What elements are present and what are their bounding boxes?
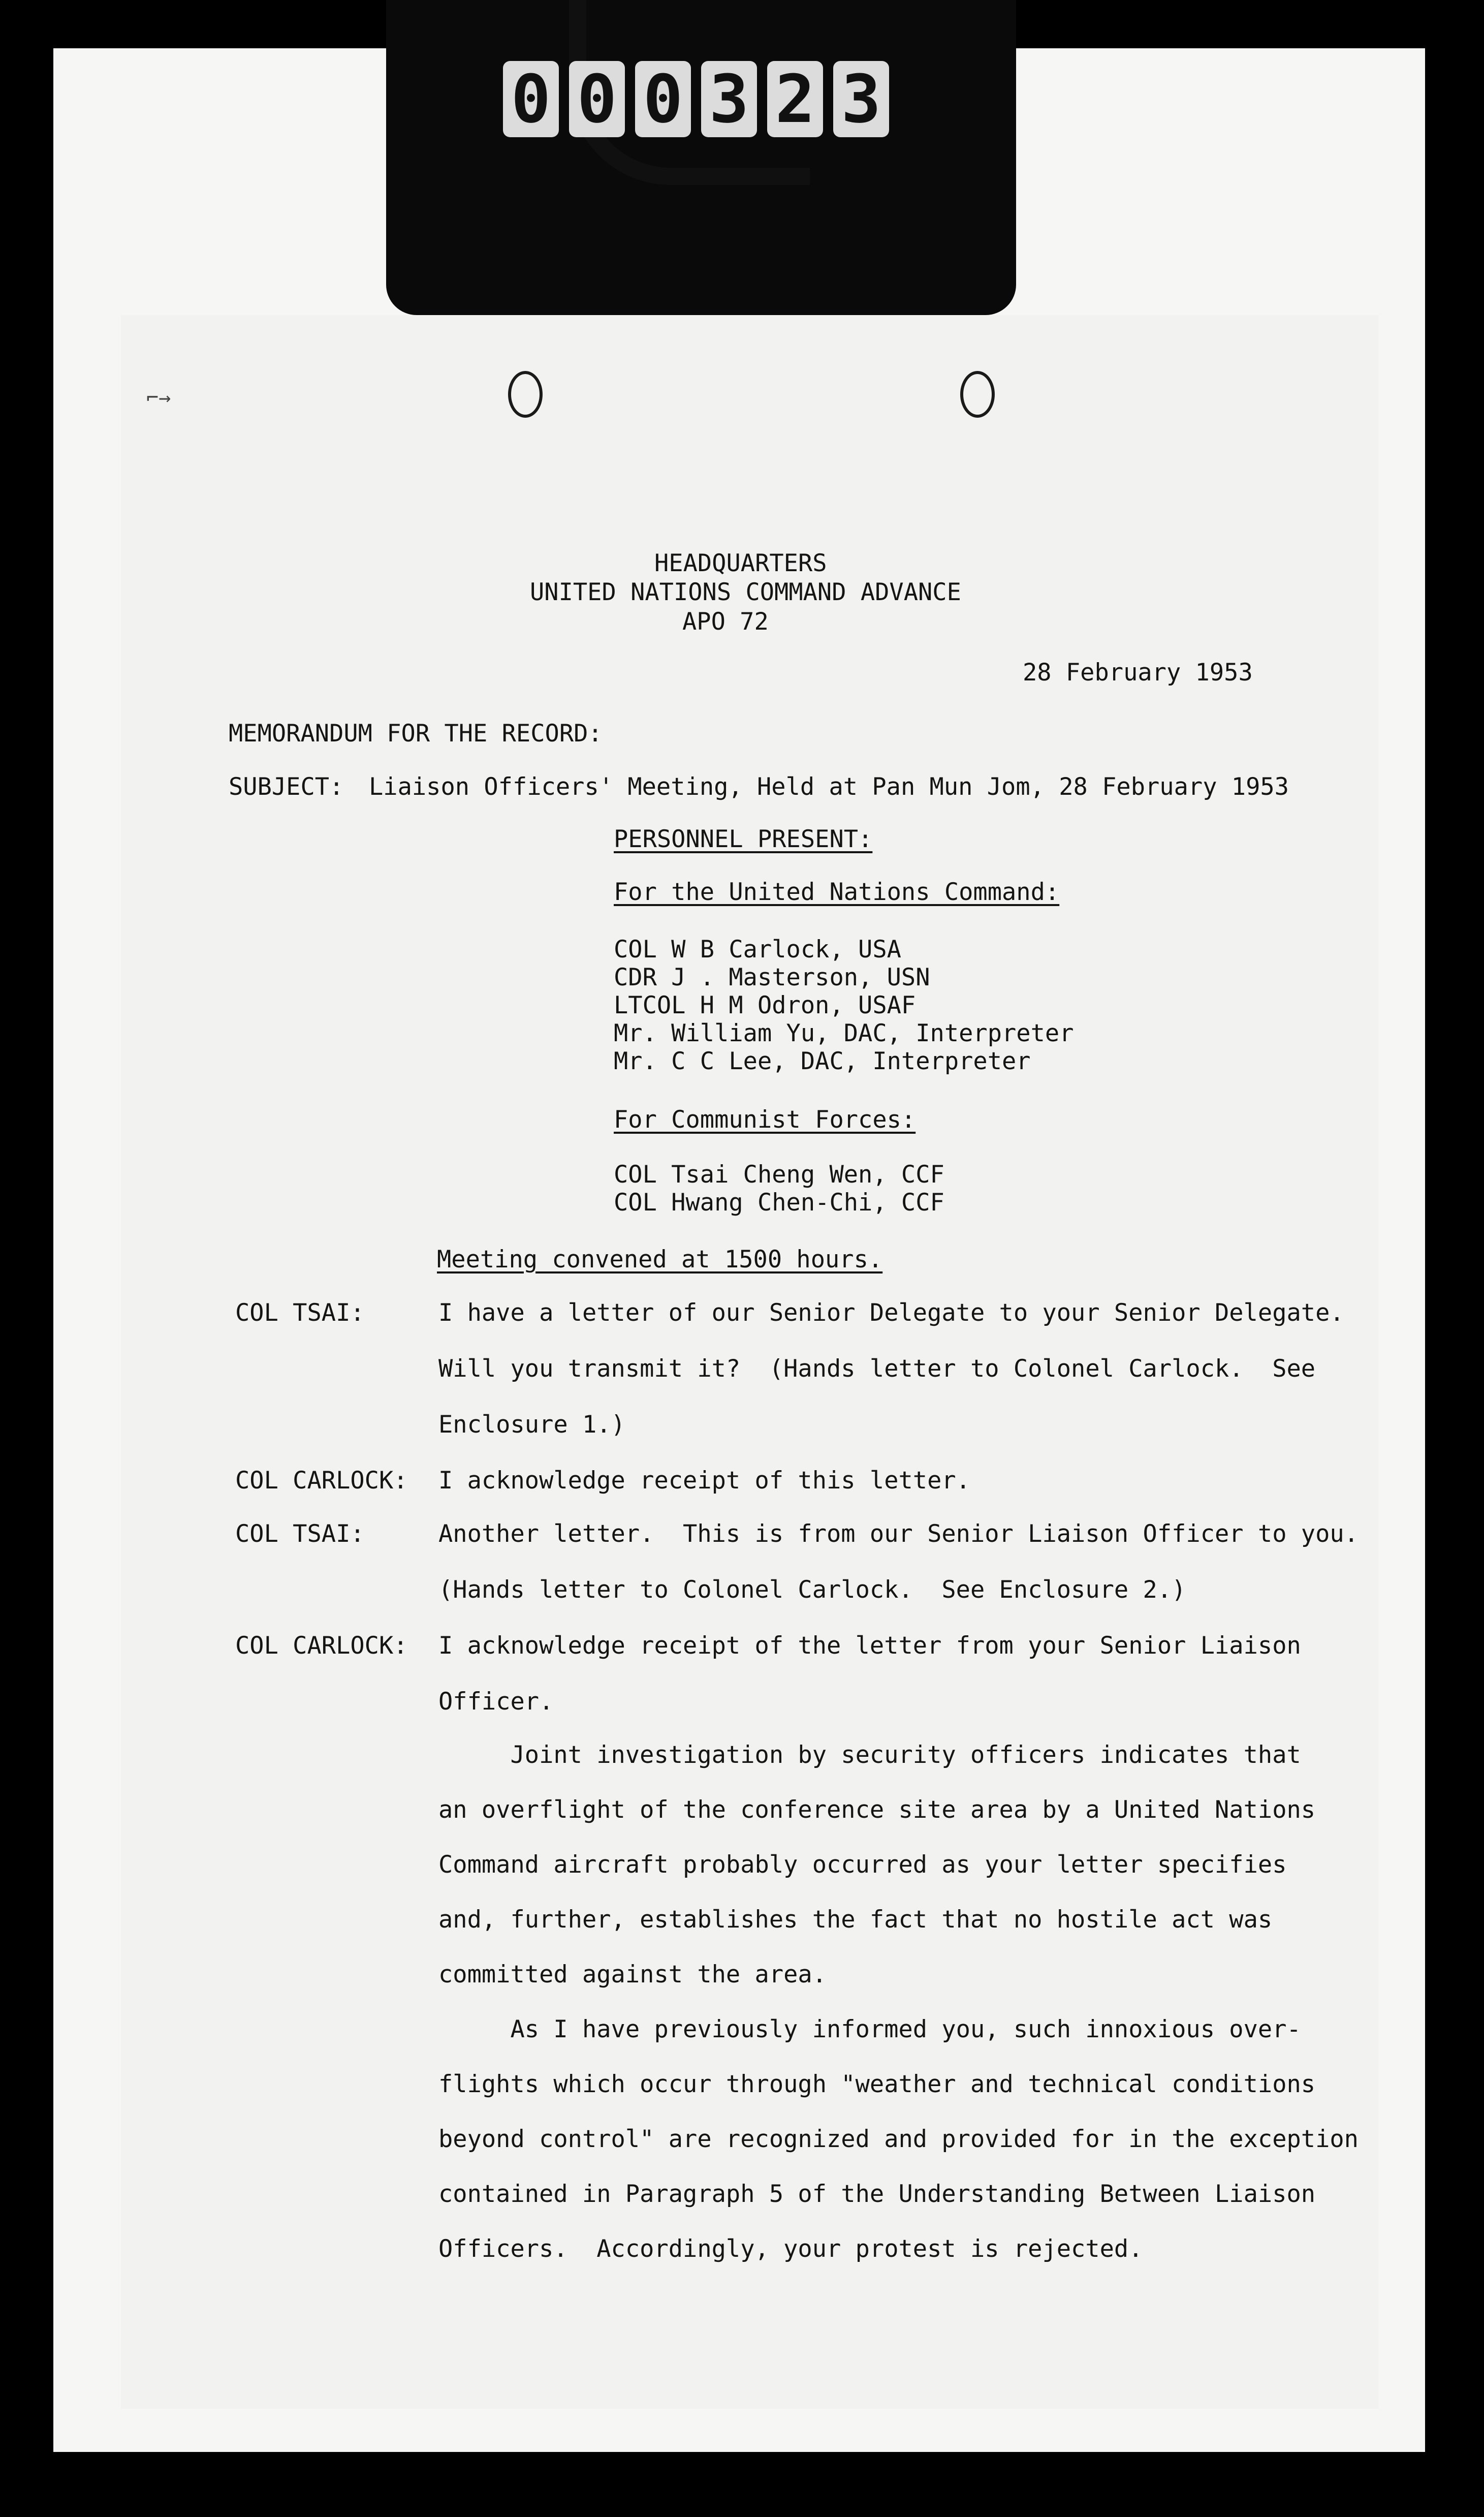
frame-counter-device — [386, 0, 1016, 315]
paragraph-line: an overflight of the conference site area by a United Nations — [438, 1796, 1316, 1824]
dialogue-line: Will you transmit it? (Hands letter to Colonel Carlock. See — [438, 1355, 1316, 1383]
paragraph-line: beyond control" are recognized and provided for in the exception — [438, 2125, 1359, 2153]
un-personnel-3: LTCOL H M Odron, USAF — [614, 991, 916, 1019]
un-personnel-1: COL W B Carlock, USA — [614, 936, 901, 964]
dialogue-line: Officer. — [438, 1688, 554, 1716]
dialogue-line: (Hands letter to Colonel Carlock. See Enclosure 2.) — [438, 1576, 1186, 1604]
counter-digit: 0 — [503, 61, 559, 137]
personnel-heading: PERSONNEL PRESENT: — [614, 825, 873, 853]
communist-personnel-1: COL Tsai Cheng Wen, CCF — [614, 1161, 944, 1189]
dialogue-line: Another letter. This is from our Senior Liaison Officer to you. — [438, 1520, 1359, 1548]
speaker-label: COL CARLOCK: — [235, 1632, 408, 1660]
paragraph-line: As I have previously informed you, such innoxious over- — [438, 2015, 1301, 2043]
header-line-3: APO 72 — [682, 608, 769, 636]
margin-mark-icon: ⌐→ — [146, 386, 171, 410]
subject-label: SUBJECT: — [229, 773, 344, 801]
paragraph-line: contained in Paragraph 5 of the Understanding Between Liaison — [438, 2180, 1316, 2208]
counter-digit: 3 — [701, 61, 757, 137]
paragraph-line: Joint investigation by security officers indicates that — [438, 1741, 1301, 1769]
un-personnel-2: CDR J . Masterson, USN — [614, 964, 930, 991]
memo-date: 28 February 1953 — [1023, 659, 1253, 687]
counter-digit: 0 — [635, 61, 691, 137]
paragraph-line: flights which occur through "weather and technical conditions — [438, 2070, 1316, 2098]
communist-heading: For Communist Forces: — [614, 1106, 916, 1134]
un-personnel-4: Mr. William Yu, DAC, Interpreter — [614, 1019, 1074, 1047]
counter-digit: 3 — [833, 61, 889, 137]
paragraph-line: Officers. Accordingly, your protest is rejected. — [438, 2235, 1143, 2263]
memo-for: MEMORANDUM FOR THE RECORD: — [229, 720, 603, 748]
speaker-label: COL TSAI: — [235, 1520, 365, 1548]
meeting-convened: Meeting convened at 1500 hours. — [437, 1246, 883, 1273]
frame-counter — [503, 61, 899, 142]
header-line-2: UNITED NATIONS COMMAND ADVANCE — [530, 578, 961, 606]
header-line-1: HEADQUARTERS — [654, 549, 827, 577]
punch-hole-left-icon — [508, 371, 543, 418]
punch-hole-right-icon — [960, 371, 995, 418]
subject-text: Liaison Officers' Meeting, Held at Pan Mun Jom, 28 February 1953 — [369, 773, 1289, 801]
un-personnel-5: Mr. C C Lee, DAC, Interpreter — [614, 1047, 1031, 1075]
dialogue-line: Enclosure 1.) — [438, 1411, 625, 1439]
paragraph-line: and, further, establishes the fact that no hostile act was — [438, 1906, 1273, 1934]
communist-personnel-2: COL Hwang Chen-Chi, CCF — [614, 1189, 944, 1217]
counter-digit: 2 — [767, 61, 823, 137]
dialogue-line: I acknowledge receipt of the letter from your Senior Liaison — [438, 1632, 1301, 1660]
dialogue-line: I have a letter of our Senior Delegate to your Senior Delegate. — [438, 1299, 1344, 1327]
paragraph-line: Command aircraft probably occurred as your letter specifies — [438, 1851, 1287, 1879]
dialogue-line: I acknowledge receipt of this letter. — [438, 1467, 970, 1495]
speaker-label: COL CARLOCK: — [235, 1467, 408, 1495]
speaker-label: COL TSAI: — [235, 1299, 365, 1327]
paragraph-line: committed against the area. — [438, 1961, 827, 1988]
un-heading: For the United Nations Command: — [614, 878, 1060, 906]
counter-digit: 0 — [569, 61, 625, 137]
memo-page — [121, 315, 1378, 2409]
